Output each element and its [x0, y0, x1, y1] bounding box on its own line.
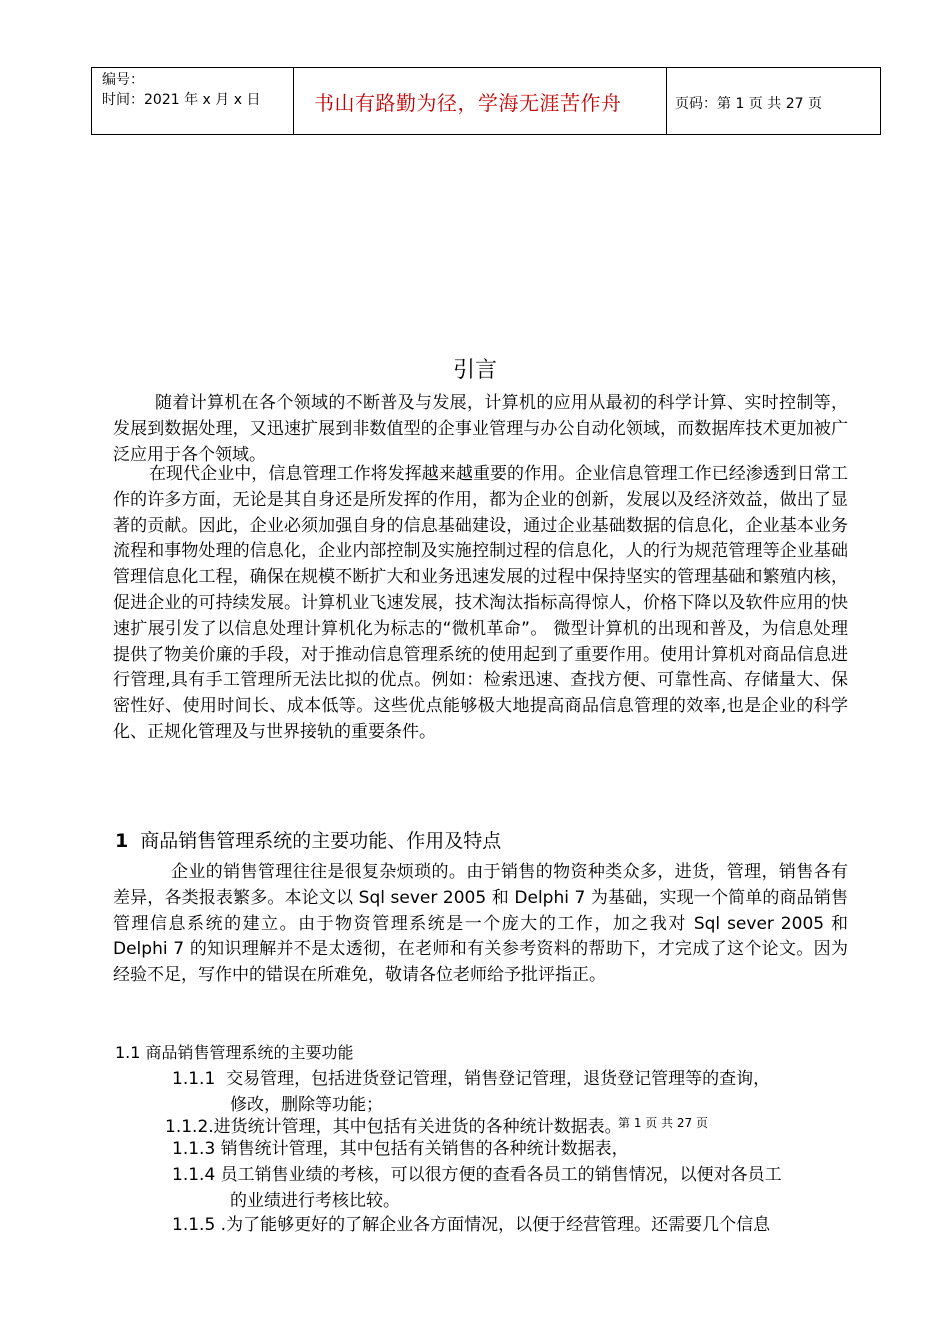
- page-label: 页码：第 1 页 共 27 页: [675, 96, 822, 112]
- intro-paragraph-1: 随着计算机在各个领域的不断普及与发展，计算机的应用从最初的科学计算、实时控制等，发展到数据处理，又迅速扩展到非数值型的企事业管理与办公自动化领域，而数据库技术更加被广泛应用于各个领域。: [113, 393, 848, 465]
- item-number: 1.1.4: [172, 1165, 216, 1185]
- time-label: 时间：2021 年 x 月 x 日: [102, 92, 261, 108]
- list-item: [172, 1162, 862, 1214]
- item-text-continued: 修改，删除等功能；: [230, 1095, 383, 1115]
- item-text-continued: 的业绩进行考核比较。: [230, 1191, 400, 1211]
- list-item: [172, 1136, 629, 1162]
- number-label: 编号：: [102, 72, 144, 88]
- section-number: 1: [115, 830, 129, 852]
- list-item: [172, 1212, 770, 1238]
- item-number: 1.1.2.: [165, 1117, 214, 1137]
- header-left-cell: [92, 68, 294, 134]
- item-text: 员工销售业绩的考核，可以很方便的查看各员工的销售情况，以便对各员工: [220, 1165, 782, 1185]
- item-text: 交易管理，包括进货登记管理，销售登记管理，退货登记管理等的查询，: [226, 1069, 771, 1089]
- item-number: 1.1.1: [172, 1069, 216, 1089]
- header-table: [91, 67, 881, 135]
- footer-page-number: 第 1 页 共 27 页: [618, 1116, 708, 1130]
- section-title: 商品销售管理系统的主要功能、作用及特点: [140, 830, 502, 852]
- item-number: 1.1.3: [172, 1139, 216, 1159]
- section-1-paragraph: 企业的销售管理往往是很复杂烦琐的。由于销售的物资种类众多，进货，管理，销售各有差异，各类报表繁多。本论文以 Sql sever 2005 和 Delphi 7 为基础，实现一个简单的商品销售管理信息系统的建立。由于物资管理系统是一个庞大的工作，加之我对 Sql sever 2005 和 Delphi 7 的知识理解并不是太透彻，在老师和有关参考资料的帮助下，才完成了这个论文。因为经验不足，写作中的错误在所难免，敬请各位老师给予批评指正。: [113, 862, 848, 986]
- list-item: [172, 1066, 852, 1118]
- item-text: 销售统计管理，其中包括有关销售的各种统计数据表，: [220, 1139, 629, 1159]
- page-title: 引言: [452, 358, 497, 383]
- item-number: 1.1.5: [172, 1215, 216, 1235]
- motto: 书山有路勤为径，学海无涯苦作舟: [294, 68, 667, 134]
- item-text: 进货统计管理，其中包括有关进货的各种统计数据表。: [213, 1117, 622, 1137]
- intro-paragraph-2: 在现代企业中，信息管理工作将发挥越来越重要的作用。企业信息管理工作已经渗透到日常工作的许多方面，无论是其自身还是所发挥的作用，都为企业的创新，发展以及经济效益，做出了显著的贡献。因此，企业必须加强自身的信息基础建设，通过企业基础数据的信息化，企业基本业务流程和事物处理的信息化，企业内部控制及实施控制过程的信息化，人的行为规范管理等企业基础管理信息化工程，确保在规模不断扩大和业务迅速发展的过程中保持坚实的管理基础和繁殖内核，促进企业的可持续发展。计算机业飞速发展，技术淘汰指标高得惊人，价格下降以及软件应用的快速扩展引发了以信息处理计算机化为标志的“微机革命”。 微型计算机的出现和普及，为信息处理提供了物美价廉的手段，对于推动信息管理系统的使用起到了重要作用。使用计算机对商品信息进行管理,具有手工管理所无法比拟的优点。例如：检索迅速、查找方便、可靠性高、存储量大、保密性好、使用时间长、成本低等。这些优点能够极大地提高商品信息管理的效率,也是企业的科学化、正规化管理及与世界接轨的重要条件。: [113, 464, 848, 742]
- section-heading-1: [115, 826, 501, 853]
- item-text: .为了能够更好的了解企业各方面情况，以便于经营管理。还需要几个信息: [220, 1215, 771, 1235]
- section-heading-1-1: 1.1 商品销售管理系统的主要功能: [115, 1043, 354, 1062]
